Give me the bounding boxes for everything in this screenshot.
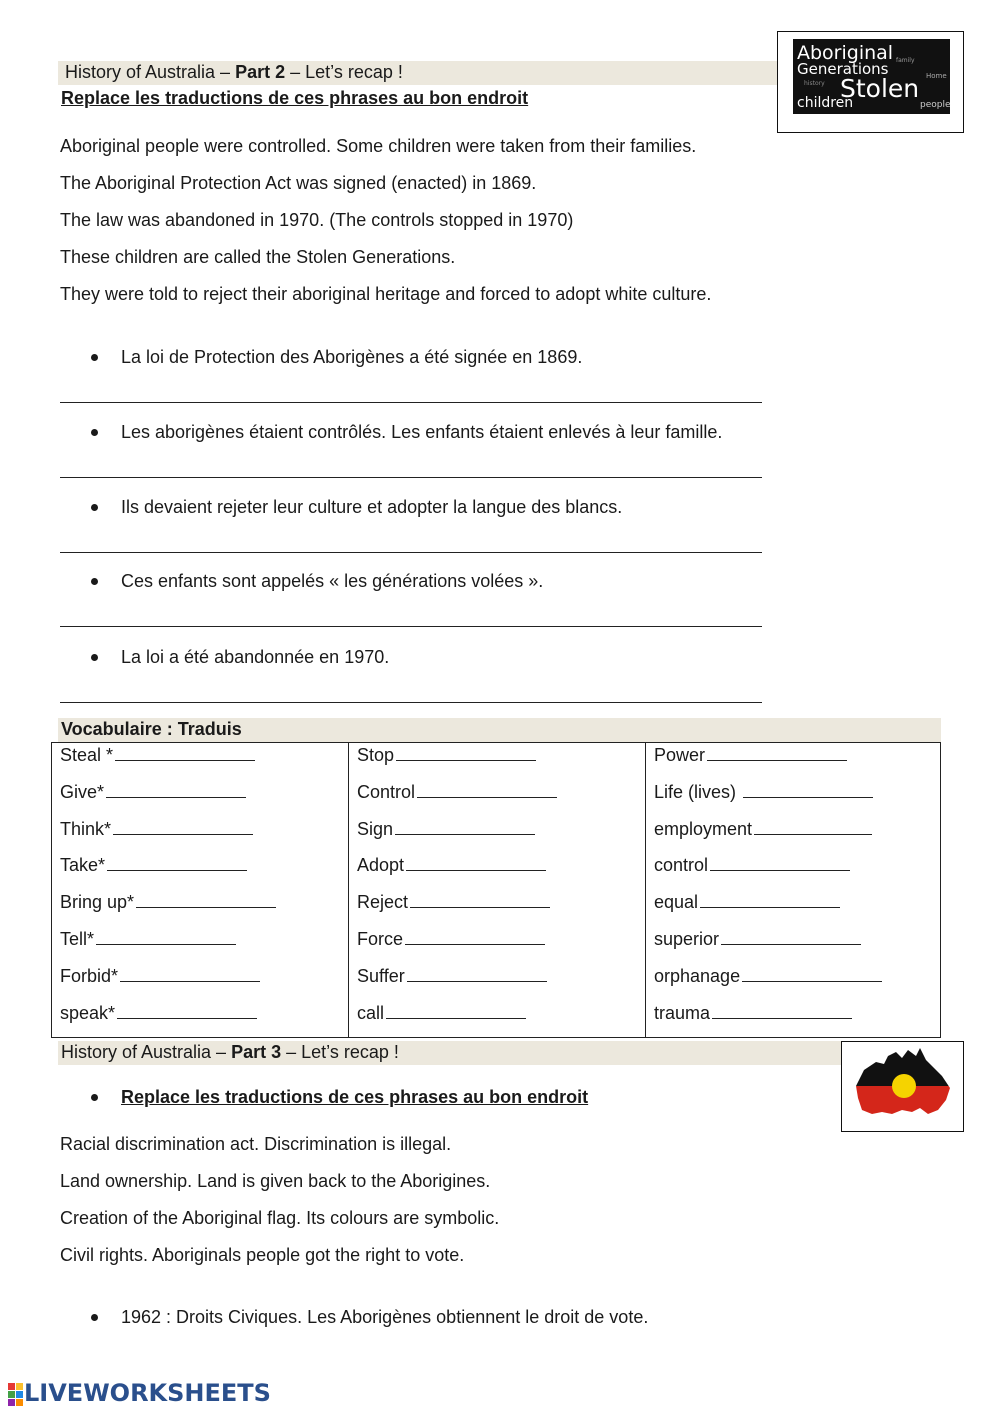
part2-french-2: Les aborigènes étaient contrôlés. Les enfants étaient enlevés à leur famille. [121,422,723,442]
bullet-icon [91,1314,98,1321]
vocab-item[interactable]: trauma [654,1003,852,1024]
liveworksheets-brand: LIVEWORKSHEETS [24,1379,271,1407]
part3-header-bold: Part 3 [231,1042,282,1062]
word-aboriginal: Aboriginal [797,42,894,64]
vocab-table [51,742,941,1038]
part3-french-1: 1962 : Droits Civiques. Les Aborigènes obtiennent le droit de vote. [121,1307,649,1327]
bullet-icon [91,654,98,661]
bullet-icon [91,354,98,361]
word-home: Home [926,72,947,80]
vocab-title: Vocabulaire : Traduis [61,719,242,739]
part2-english-3: The law was abandoned in 1970. (The controls stopped in 1970) [60,210,574,230]
part3-english-3: Creation of the Aboriginal flag. Its colours are symbolic. [60,1208,500,1228]
part2-english-5: They were told to reject their aboriginal heritage and forced to adopt white culture. [60,284,712,304]
vocab-item[interactable]: Tell* [60,929,236,950]
part2-french-1: La loi de Protection des Aborigènes a été signée en 1869. [121,347,583,367]
answer-line-4[interactable] [60,626,762,627]
part3-english-4: Civil rights. Aboriginals people got the right to vote. [60,1245,465,1265]
stolen-generations-word-cloud [778,32,962,131]
vocab-item[interactable]: Adopt [357,855,546,876]
vocab-item[interactable]: Force [357,929,545,950]
part2-header-prefix: History of Australia – [65,62,236,82]
vocab-item[interactable]: Forbid* [60,966,260,987]
aboriginal-flag-map-image [841,1041,964,1132]
part2-english-1: Aboriginal people were controlled. Some children were taken from their families. [60,136,697,156]
vocab-item[interactable]: call [357,1003,526,1024]
vocab-item[interactable]: equal [654,892,840,913]
vocab-item[interactable]: Steal * [60,745,255,766]
vocab-item[interactable]: employment [654,819,872,840]
vocab-item[interactable]: orphanage [654,966,882,987]
part3-instruction: Replace les traductions de ces phrases au bon endroit [121,1087,589,1107]
vocab-item[interactable]: superior [654,929,861,950]
bullet-icon [91,1094,98,1101]
word-history: history [804,80,825,87]
part2-instruction: Replace les traductions de ces phrases au bon endroit [61,88,529,108]
vocab-item[interactable]: speak* [60,1003,257,1024]
vocab-item[interactable]: Bring up* [60,892,276,913]
vocab-item[interactable]: Stop [357,745,536,766]
part2-english-2: The Aboriginal Protection Act was signed (enacted) in 1869. [60,173,537,193]
vocab-column-3 [645,743,941,1037]
stolen-generations-image [777,31,964,133]
word-generations: Generations [797,60,889,78]
word-children: children [797,95,854,111]
vocab-item[interactable]: Control [357,782,557,803]
vocab-column-2 [348,743,646,1037]
part2-header [65,62,403,83]
vocab-item[interactable]: Think* [60,819,253,840]
part3-header [61,1042,399,1063]
part3-header-prefix: History of Australia – [61,1042,232,1062]
part2-header-bold: Part 2 [235,62,286,82]
bullet-icon [91,504,98,511]
australia-flag-icon [842,1042,962,1130]
vocab-item[interactable]: Reject [357,892,550,913]
word-stolen: Stolen [840,74,920,103]
vocab-item[interactable]: Suffer [357,966,547,987]
answer-line-1[interactable] [60,402,762,403]
part3-header-suffix: – Let’s recap ! [281,1042,399,1062]
vocab-item[interactable]: Sign [357,819,535,840]
part2-french-5: La loi a été abandonnée en 1970. [121,647,390,667]
liveworksheets-blocks-icon [8,1381,24,1407]
part2-header-suffix: – Let’s recap ! [285,62,403,82]
vocab-item[interactable]: control [654,855,850,876]
answer-line-5[interactable] [60,702,762,703]
bullet-icon [91,578,98,585]
part2-english-4: These children are called the Stolen Generations. [60,247,456,267]
answer-line-2[interactable] [60,477,762,478]
bullet-icon [91,429,98,436]
part2-french-4: Ces enfants sont appelés « les générations volées ». [121,571,544,591]
vocab-item[interactable]: Power [654,745,847,766]
vocab-item[interactable]: Give* [60,782,246,803]
vocab-item[interactable]: Life (lives) [654,782,873,803]
vocab-item[interactable]: Take* [60,855,247,876]
word-family: family [896,57,915,64]
part3-english-1: Racial discrimination act. Discrimination is illegal. [60,1134,452,1154]
part2-french-3: Ils devaient rejeter leur culture et adopter la langue des blancs. [121,497,623,517]
answer-line-3[interactable] [60,552,762,553]
word-people: people [920,100,951,110]
part3-english-2: Land ownership. Land is given back to the Aborigines. [60,1171,491,1191]
vocab-column-1 [52,743,349,1037]
